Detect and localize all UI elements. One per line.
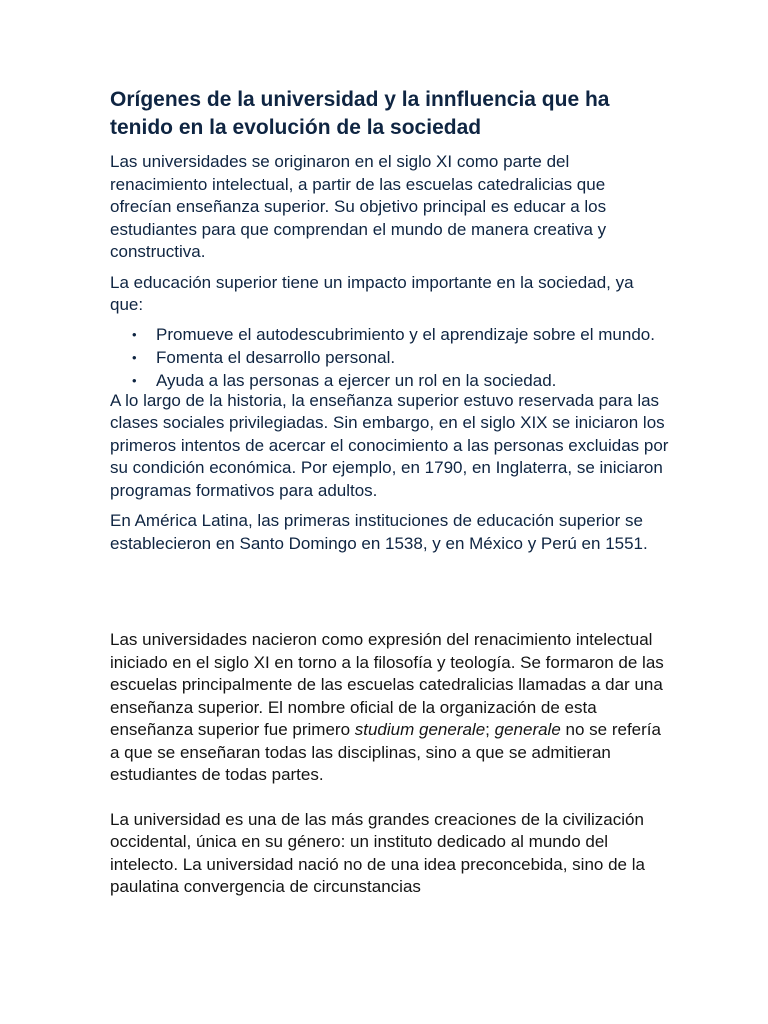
paragraph-birth-of-universities [110, 629, 670, 787]
text-run: Las universidades nacieron como expresión del renacimiento intelectual iniciado en el siglo XI en torno a la filosofía y teología. Se formaron de las escuelas principalmente de las escuelas catedralicias llamadas a dar una enseñanza superior. El nombre oficial de la organización de esta enseñanza superior fue primero [110, 630, 664, 739]
page-title: Orígenes de la universidad y la innfluencia que ha tenido en la evolución de la sociedad [110, 88, 610, 139]
italic-term: generale [494, 720, 561, 739]
article-section [110, 629, 670, 921]
paragraph-history: A lo largo de la historia, la enseñanza superior estuvo reservada para las clases sociales privilegiadas. Sin embargo, en el siglo XIX se iniciaron los primeros intentos de acercar el conocimiento a las personas excluidas por su condición económica. Por ejemplo, en 1790, en Inglaterra, se iniciaron programas formativos para adultos. [110, 390, 669, 500]
bullet-icon: • [132, 349, 137, 365]
text-run: no se refería a que se enseñaran todas las disciplinas, sino a que se admitieran estudiantes de todas partes. [110, 720, 661, 784]
impact-list [110, 325, 670, 390]
paragraph-origins: Las universidades se originaron en el siglo XI como parte del renacimiento intelectual, a partir de las escuelas catedralicias que ofrecían enseñanza superior. Su objetivo principal es educar a los estudiantes para que comprendan el mundo de manera creativa y constructiva. [110, 152, 607, 261]
list-item [132, 370, 670, 390]
text-run: ; [485, 720, 495, 739]
summary-section [110, 151, 670, 563]
list-item-text: Fomenta el desarrollo personal. [156, 347, 396, 367]
bullet-icon: • [132, 372, 137, 388]
list-item [132, 347, 670, 367]
list-item-text: Promueve el autodescubrimiento y el aprendizaje sobre el mundo. [156, 324, 655, 344]
paragraph-latin-america: En América Latina, las primeras instituciones de educación superior se establecieron en Santo Domingo en 1538, y en México y Perú en 1551. [110, 511, 648, 553]
list-item-text: Ayuda a las personas a ejercer un rol en la sociedad. [156, 370, 557, 390]
bullet-icon: • [132, 326, 137, 342]
list-item [132, 324, 670, 344]
paragraph-western-civilization: La universidad es una de las más grandes creaciones de la civilización occidental, única en su género: un instituto dedicado al mundo del intelecto. La universidad nació no de una idea preconcebida, sino de la paulatina convergencia de circunstancias [110, 809, 645, 896]
paragraph-impact-intro: La educación superior tiene un impacto importante en la sociedad, ya que: [110, 272, 634, 314]
italic-term: studium generale [354, 720, 486, 739]
